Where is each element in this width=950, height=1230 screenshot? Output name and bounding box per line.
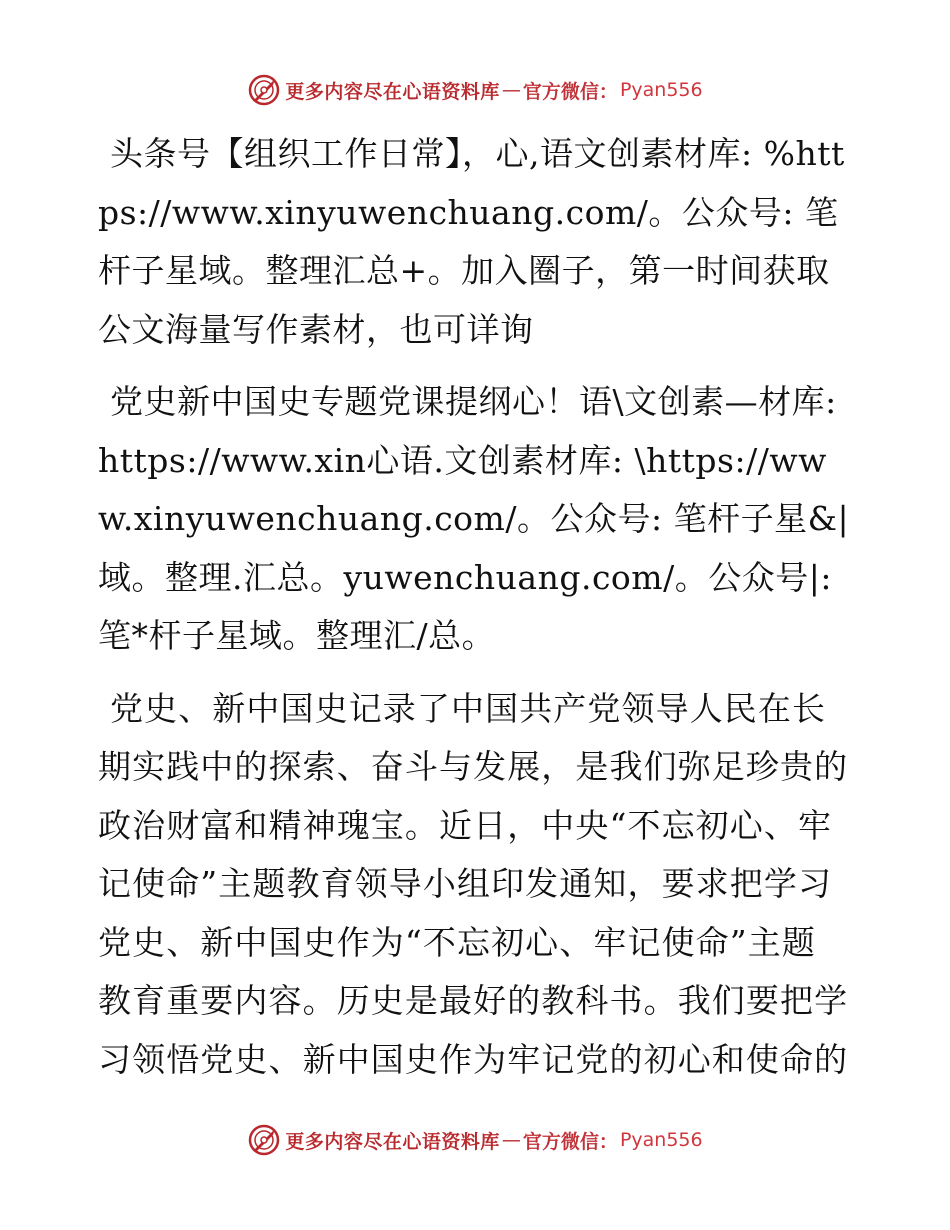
footer-banner <box>0 1120 950 1160</box>
paragraph-body: 党史、新中国史记录了中国共产党领导人民在长期实践中的探索、奋斗与发展，是我们弥足珍贵的政治财富和精神瑰宝。近日，中央“不忘初心、牢记使命”主题教育领导小组印发通知，要求把学习党史、新中国史作为“不忘初心、牢记使命”主题教育重要内容。历史是最好的教科书。我们要把学习领悟党史、新中国史作为牢记党的初心和使命的 <box>98 688 849 1079</box>
banner-dash: — <box>501 79 521 101</box>
banner-dash: — <box>501 1129 521 1151</box>
brand-logo-icon <box>247 73 281 107</box>
header-banner <box>0 70 950 110</box>
paragraph-title: 党史新中国史专题党课提纲心！语\文创素—材库: https://www.xin心语.文创素材库: \https://www.xinyuwenchuang.com/。公众号: 笔杆子星&|域。整理.汇总。yuwenchuang.com/。公众号|: 笔*杆子星域。整理汇/总。 <box>98 382 850 655</box>
banner-label: 官方微信： <box>522 80 618 103</box>
banner-label: 官方微信： <box>522 1130 618 1153</box>
banner-wechat-handle: Pyan556 <box>619 79 703 101</box>
banner-main-text: 更多内容尽在心语资料库 <box>285 1130 500 1153</box>
banner-wechat-handle: Pyan556 <box>619 1129 703 1151</box>
banner-main-text: 更多内容尽在心语资料库 <box>285 80 500 103</box>
document-body <box>98 125 850 1103</box>
brand-logo-icon <box>247 1123 281 1157</box>
paragraph-intro: 头条号【组织工作日常】，心,语文创素材库: %https://www.xinyuwenchuang.com/。公众号: 笔杆子星域。整理汇总+。加入圈子，第一时间获取公文海量写作素材，也可详询 <box>98 134 845 349</box>
